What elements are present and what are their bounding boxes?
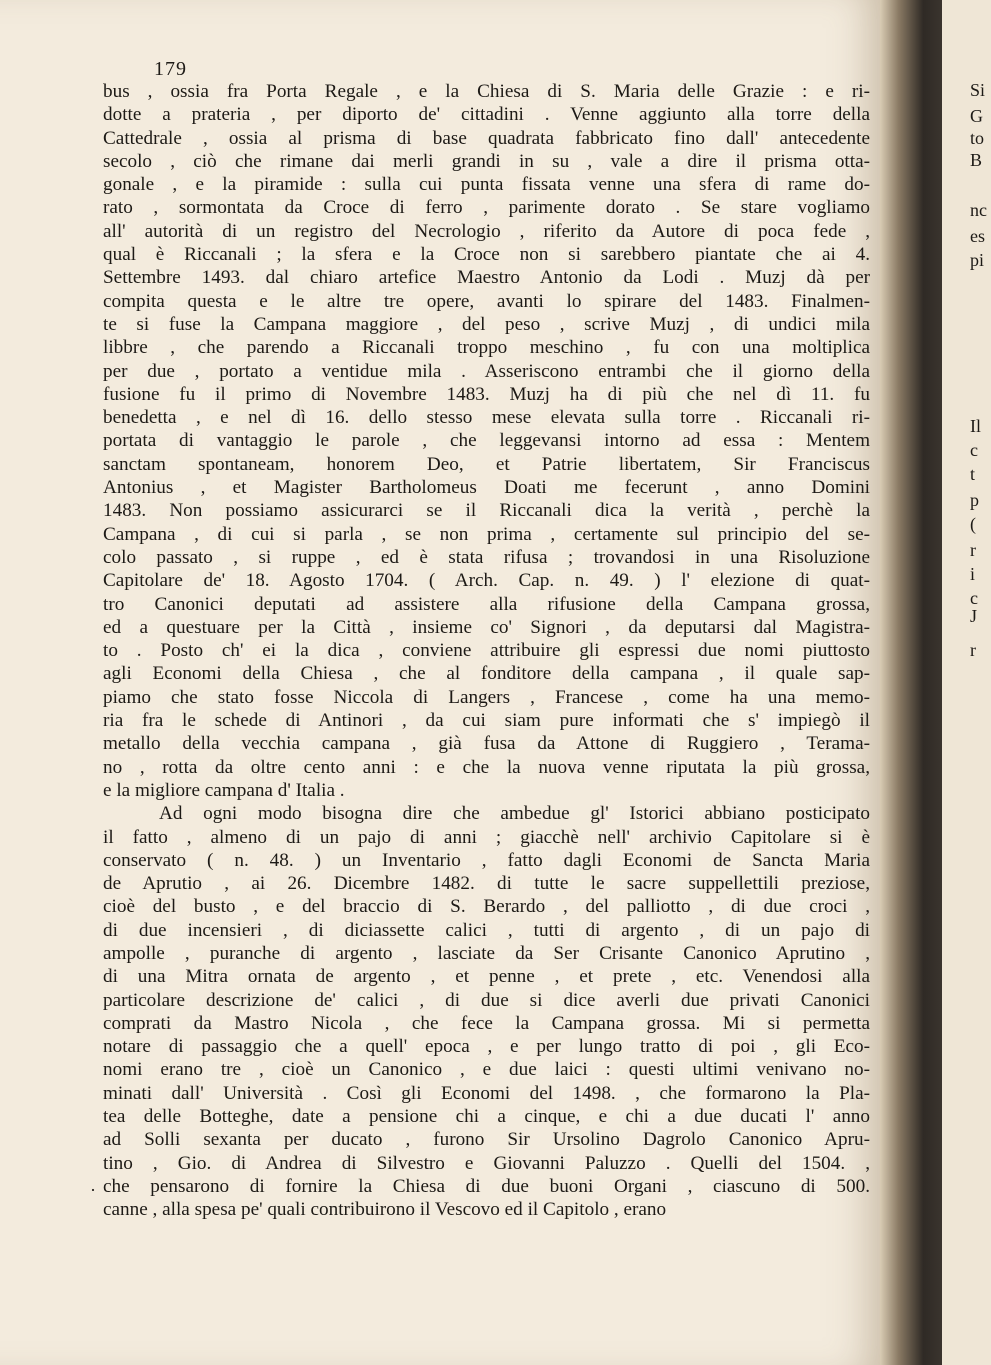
text-line: qual è Riccanali ; la sfera e la Croce non si sarebbero piantate che ai 4. bbox=[103, 244, 870, 266]
text-line: Cattedrale , ossia al prisma di base quadrata fabbricato fino dall' antecedente bbox=[103, 127, 870, 149]
text-line: nomi erano tre , cioè un Canonico , e due laici : questi ultimi venivano no- bbox=[103, 1059, 870, 1081]
text-line: tea delle Botteghe, date a pensione chi a cinque, e chi a due ducati l' anno bbox=[103, 1106, 870, 1128]
text-line: Antonius , et Magister Bartholomeus Doati me fecerunt , anno Domini bbox=[103, 477, 870, 499]
text-line: te si fuse la Campana maggiore , del peso , scrive Muzj , di undici mila bbox=[103, 313, 870, 335]
text-line: canne , alla spesa pe' quali contribuirono il Vescovo ed il Capitolo , erano bbox=[103, 1199, 667, 1221]
text-line: tino , Gio. di Andrea di Silvestro e Giovanni Paluzzo . Quelli del 1504. , bbox=[103, 1152, 870, 1174]
facing-page-edge bbox=[942, 0, 991, 1365]
facing-page-fragment: pi bbox=[970, 250, 985, 270]
body-text bbox=[103, 80, 870, 1222]
text-line: portata di vantaggio le parole , che leggevansi intorno ad essa : Mentem bbox=[103, 430, 870, 452]
text-line: libbre , che parendo a Riccanali troppo meschino , fu con una moltiplica bbox=[103, 337, 870, 359]
text-line: benedetta , e nel dì 16. dello stesso mese elevata sulla torre . Riccanali ri- bbox=[103, 407, 870, 429]
text-line: Ad ogni modo bisogna dire che ambedue gl' Istorici abbiano posticipato bbox=[159, 803, 870, 825]
text-line: de Aprutio , ai 26. Dicembre 1482. di tutte le sacre suppellettili preziose, bbox=[103, 873, 870, 895]
text-line: secolo , ciò che rimane dai merli grandi in su , vale a dire il prisma otta- bbox=[103, 150, 870, 172]
facing-page-fragment: r bbox=[970, 540, 976, 560]
text-line: piamo che stato fosse Niccola di Langers , Francese , come ha una memo- bbox=[103, 686, 870, 708]
facing-page-fragment: t bbox=[970, 464, 976, 484]
book-gutter bbox=[880, 0, 942, 1365]
text-line: to . Posto ch' ei la dica , conviene attribuire gli espressi due nomi piuttosto bbox=[103, 640, 870, 662]
text-line: Settembre 1493. dal chiaro artefice Maestro Antonio da Lodi . Muzj dà per bbox=[103, 267, 870, 289]
text-line: rato , sormontata da Croce di ferro , parimente dorato . Se stare vogliamo bbox=[103, 197, 870, 219]
text-line: dotte a prateria , per diporto de' cittadini . Venne aggiunto alla torre della bbox=[103, 104, 870, 126]
facing-page-fragment: J bbox=[970, 606, 978, 626]
text-line: colo passato , si ruppe , ed è stata rifusa ; trovandosi in una Risoluzione bbox=[103, 546, 870, 568]
text-line: gonale , e la piramide : sulla cui punta fissata venne una sfera di rame do- bbox=[103, 174, 870, 196]
facing-page-fragment: i bbox=[970, 564, 976, 584]
facing-page-fragment: G bbox=[970, 106, 983, 126]
text-line: fusione fu il primo di Novembre 1483. Muzj ha di più che nel dì 11. fu bbox=[103, 383, 870, 405]
text-line: tro Canonici deputati ad assistere alla rifusione della Campana grossa, bbox=[103, 593, 870, 615]
text-line: per due , portato a ventidue mila . Asseriscono entrambi che il giorno della bbox=[103, 360, 870, 382]
facing-page-fragment: nc bbox=[970, 200, 987, 220]
text-line: conservato ( n. 48. ) un Inventario , fatto dagli Economi de Sancta Maria bbox=[103, 849, 870, 871]
text-line: metallo della vecchia campana , già fusa da Attone di Ruggiero , Terama- bbox=[103, 733, 870, 755]
facing-page-fragment: to bbox=[970, 128, 985, 148]
facing-page-fragment: Il bbox=[970, 416, 981, 436]
text-line: bus , ossia fra Porta Regale , e la Chiesa di S. Maria delle Grazie : e ri- bbox=[103, 81, 870, 102]
text-line: agli Economi della Chiesa , che al fonditore della campana , il quale sap- bbox=[103, 663, 870, 685]
text-line: particolare descrizione de' calici , di due si dice averli due privati Canonici bbox=[103, 989, 870, 1011]
facing-page-fragment: es bbox=[970, 226, 985, 246]
text-line: il fatto , almeno di un pajo di anni ; giacchè nell' archivio Capitolare si è bbox=[103, 826, 870, 848]
text-line: che pensarono di fornire la Chiesa di due buoni Organi , ciascuno di 500. bbox=[103, 1175, 870, 1197]
text-line: Capitolare de' 18. Agosto 1704. ( Arch. Cap. n. 49. ) l' elezione di quat- bbox=[103, 570, 870, 592]
text-line: all' autorità di un registro del Necrologio , riferito da Autore di poca fede , bbox=[103, 220, 870, 242]
text-line: comprati da Mastro Nicola , che fece la Campana grossa. Mi si permetta bbox=[103, 1012, 870, 1034]
text-line: ad Solli sexanta per ducato , furono Sir Ursolino Dagrolo Canonico Apru- bbox=[103, 1129, 870, 1151]
facing-page-fragment: ( bbox=[970, 514, 976, 534]
text-line: di due incensieri , di diciassette calici , tutti di argento , di un pajo di bbox=[103, 919, 870, 941]
facing-page-fragment: c bbox=[970, 440, 978, 460]
facing-page-fragment: B bbox=[970, 150, 983, 170]
text-line: cioè del busto , e del braccio di S. Berardo , del palliotto , di due croci , bbox=[103, 896, 870, 918]
text-line: minati dall' Università . Così gli Economi del 1498. , che formarono la Pla- bbox=[103, 1082, 870, 1104]
text-line: e la migliore campana d' Italia . bbox=[103, 779, 345, 801]
text-line: ampolle , puranche di argento , lasciate da Ser Crisante Canonico Aprutino , bbox=[103, 942, 870, 964]
text-line: no , rotta da oltre cento anni : e che la nuova venne riputata la più grossa, bbox=[103, 756, 870, 778]
text-line: ed a questuare per la Città , insieme co' Signori , da deputarsi dal Magistra- bbox=[103, 616, 870, 638]
text-line: Campana , di cui si parla , se non prima , certamente sul principio del se- bbox=[103, 523, 870, 545]
text-line: 1483. Non possiamo assicurarci se il Riccanali dica la verità , perchè la bbox=[103, 500, 870, 522]
page-number: 179 bbox=[154, 58, 187, 80]
facing-page-fragment: c bbox=[970, 588, 978, 608]
text-line: sanctam spontaneam, honorem Deo, et Patrie libertatem, Sir Franciscus bbox=[103, 453, 870, 475]
text-line: compita questa e le altre tre opere, avanti lo spirare del 1483. Finalmen- bbox=[103, 290, 870, 312]
text-line: notare di passaggio che a quell' epoca , e per lungo tratto di poi , gli Eco- bbox=[103, 1036, 870, 1058]
facing-page-fragment: r bbox=[970, 640, 976, 660]
text-line: di una Mitra ornata de argento , et penne , et prete , etc. Venendosi alla bbox=[103, 966, 870, 988]
facing-page-fragment: Si bbox=[970, 80, 986, 100]
text-line: ria fra le schede di Antinori , da cui siam pure informati che s' impiegò il bbox=[103, 710, 870, 732]
margin-mark: · bbox=[90, 1180, 96, 1200]
facing-page-fragment: p bbox=[970, 490, 979, 510]
